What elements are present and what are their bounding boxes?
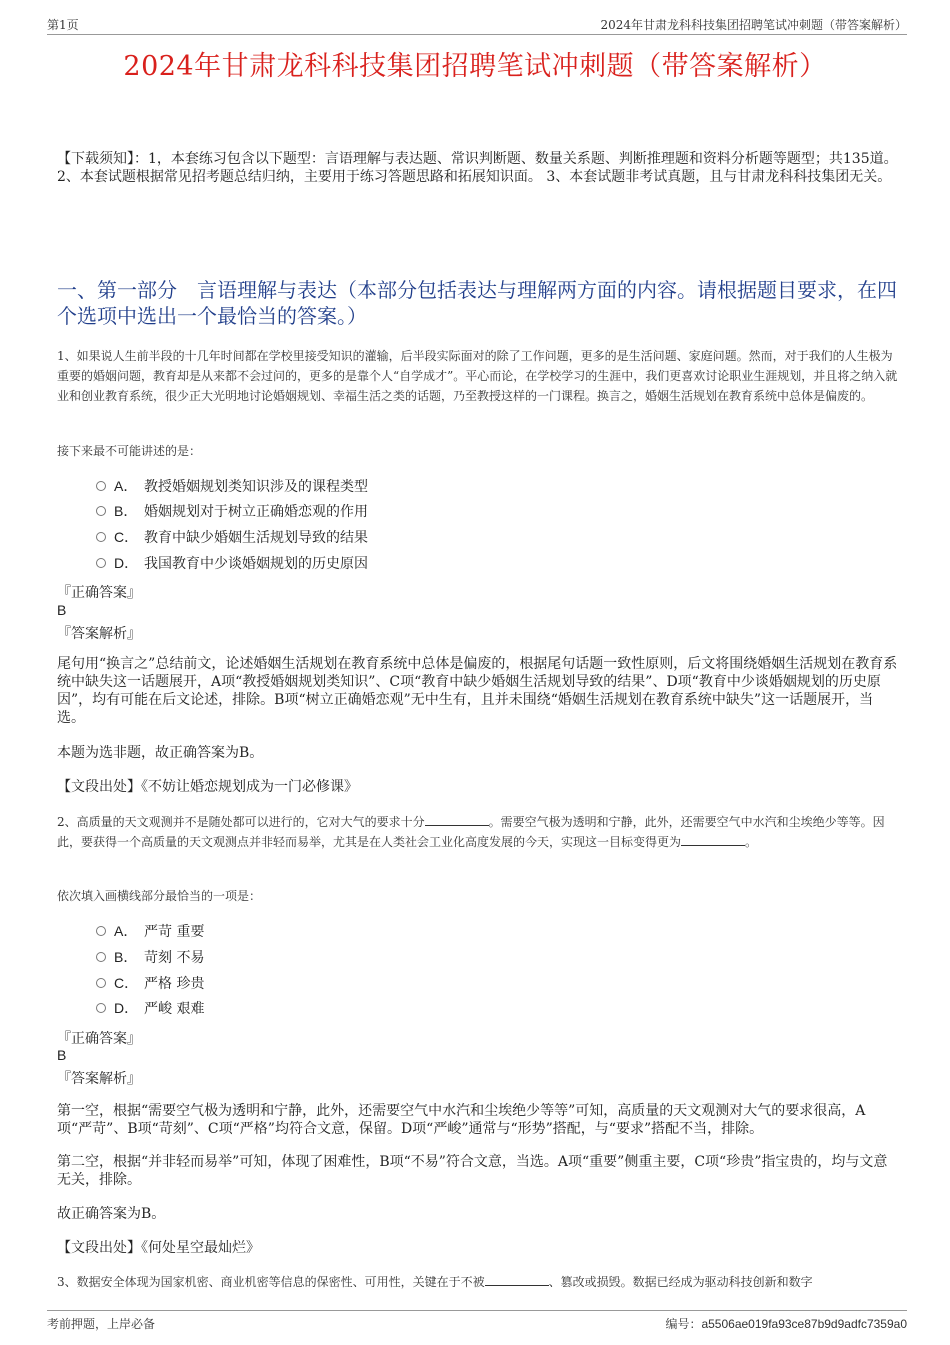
question-2-text: [57, 812, 899, 852]
q2-option-c[interactable]: [96, 973, 204, 993]
header-doc-title: 2024年甘肃龙科科技集团招聘笔试冲刺题（带答案解析）: [600, 18, 907, 32]
fill-blank: [681, 833, 745, 846]
option-text: 严苛 重要: [144, 924, 205, 940]
radio-icon[interactable]: [96, 481, 106, 491]
q1-option-c[interactable]: [96, 527, 368, 547]
option-text: 婚姻规划对于树立正确婚恋观的作用: [144, 504, 368, 520]
fill-blank: [425, 813, 489, 826]
q2-text-part-2: 。需要空气极为透明和宁静，此外，还需要空气中水汽和尘埃绝少等等。因此，要获得一个高质量的天文观测点并非轻而易举，尤其是在人类社会工业化高度发展的今天，实现这一目标变得更为: [57, 815, 885, 849]
option-text: 严峻 艰难: [144, 1001, 205, 1017]
document-title: 2024年甘肃龙科科技集团招聘笔试冲刺题（带答案解析）: [123, 51, 827, 82]
section-heading: 一、第一部分 言语理解与表达（本部分包括表达与理解两方面的内容。请根据题目要求，在四个选项中选出一个最恰当的答案。）: [57, 278, 897, 328]
option-letter: D．: [114, 1000, 139, 1016]
option-text: 苛刻 不易: [144, 950, 205, 966]
q2-analysis-1: 第一空，根据“需要空气极为透明和宁静，此外，还需要空气中水汽和尘埃绝少等等”可知，高质量的天文观测对大气的要求很高，A项“严苛”、B项“苛刻”、C项“严格”均符合文意，保留。D项“严峻”通常与“形势”搭配，与“要求”搭配不当，排除。: [57, 1103, 866, 1137]
q2-analysis-label: 『答案解析』: [57, 1071, 141, 1087]
q2-text-part-1: 2、高质量的天文观测并不是随处都可以进行的，它对大气的要求十分: [57, 815, 425, 829]
download-notice: 【下载须知】：1，本套练习包含以下题型：言语理解与表达题、常识判断题、数量关系题、判断推理题和资料分析题等题型；共135道。 2、本套试题根据常见招考题总结归纳，主要用于练习答题思路和拓展知识面。 3、本套试题非考试真题，且与甘肃龙科科技集团无关。: [57, 151, 898, 185]
page-number: 第1页: [47, 18, 79, 32]
fill-blank: [485, 1273, 549, 1286]
q2-option-d[interactable]: [96, 998, 204, 1018]
q1-source: 【文段出处】《不妨让婚恋规划成为一门必修课》: [57, 779, 358, 795]
page-header: [47, 14, 907, 35]
q1-analysis-label: 『答案解析』: [57, 626, 141, 642]
footer-doc-id: 编号：a5506ae019fa93ce87b9d9adfc7359a0: [665, 1317, 907, 1331]
question-3-text: [57, 1272, 899, 1292]
footer-slogan: 考前押题，上岸必备: [47, 1317, 156, 1331]
page-footer: [47, 1310, 907, 1333]
option-letter: A．: [114, 923, 138, 939]
radio-icon[interactable]: [96, 926, 106, 936]
question-2-prompt: 依次填入画横线部分最恰当的一项是：: [57, 889, 262, 903]
radio-icon[interactable]: [96, 558, 106, 568]
option-letter: D．: [114, 555, 139, 571]
q1-analysis: 尾句用“换言之”总结前文，论述婚姻生活规划在教育系统中总体是偏废的，根据尾句话题一致性原则，后文将围绕婚姻生活规划在教育系统中缺失这一话题展开，A项“教授婚姻规划类知识”、C项“教育中缺少婚姻生活规划导致的结果”、D项“教育中少谈婚姻规划的历史原因”，均有可能在后文论述，排除。B项“树立正确婚恋观”无中生有，且并未围绕“婚姻生活规划在教育系统中缺失”这一话题展开，当选。: [57, 656, 898, 726]
q2-option-a[interactable]: [96, 921, 204, 941]
option-text: 严格 珍贵: [144, 976, 205, 992]
option-letter: A．: [114, 478, 138, 494]
radio-icon[interactable]: [96, 506, 106, 516]
radio-icon[interactable]: [96, 952, 106, 962]
option-letter: C．: [114, 975, 139, 991]
q1-answer-label: 『正确答案』: [57, 585, 141, 601]
q2-option-b[interactable]: [96, 947, 204, 967]
radio-icon[interactable]: [96, 1003, 106, 1013]
option-text: 教育中缺少婚姻生活规划导致的结果: [144, 530, 368, 546]
option-text: 教授婚姻规划类知识涉及的课程类型: [144, 479, 368, 495]
option-letter: C．: [114, 529, 139, 545]
q2-answer: B: [57, 1047, 67, 1063]
question-1-prompt: 接下来最不可能讲述的是：: [57, 444, 202, 458]
option-letter: B．: [114, 949, 138, 965]
q2-conclusion: 故正确答案为B。: [57, 1206, 166, 1222]
radio-icon[interactable]: [96, 532, 106, 542]
q1-option-a[interactable]: [96, 476, 368, 496]
q1-option-b[interactable]: [96, 501, 368, 521]
q2-answer-label: 『正确答案』: [57, 1031, 141, 1047]
q2-source: 【文段出处】《何处星空最灿烂》: [57, 1240, 260, 1256]
q1-conclusion: 本题为选非题，故正确答案为B。: [57, 745, 264, 761]
option-letter: B．: [114, 503, 138, 519]
question-1-text: 1、如果说人生前半段的十几年时间都在学校里接受知识的灌输，后半段实际面对的除了工作问题，更多的是生活问题、家庭问题。然而，对于我们的人生极为重要的婚姻问题，教育却是从来都不会过问的，更多的是靠个人“自学成才”。平心而论，在学校学习的生涯中，我们更喜欢讨论职业生涯规划，并且将之纳入就业和创业教育系统，很少正大光明地讨论婚姻规划、幸福生活之类的话题，乃至教授这样的一门课程。换言之，婚姻生活规划在教育系统中总体是偏废的。: [57, 349, 898, 403]
q3-text-part-1: 3、数据安全体现为国家机密、商业机密等信息的保密性、可用性，关键在于不被: [57, 1275, 485, 1289]
q1-option-d[interactable]: [96, 553, 368, 573]
q3-text-part-2: 、篡改或损毁。数据已经成为驱动科技创新和数字: [548, 1275, 813, 1289]
q2-text-part-3: 。: [745, 835, 758, 849]
radio-icon[interactable]: [96, 978, 106, 988]
q2-analysis-2: 第二空，根据“并非轻而易举”可知，体现了困难性，B项“不易”符合文意，当选。A项“重要”侧重主要，C项“珍贵”指宝贵的，均与文意无关，排除。: [57, 1154, 888, 1188]
q1-answer: B: [57, 602, 67, 618]
option-text: 我国教育中少谈婚姻规划的历史原因: [144, 556, 368, 572]
